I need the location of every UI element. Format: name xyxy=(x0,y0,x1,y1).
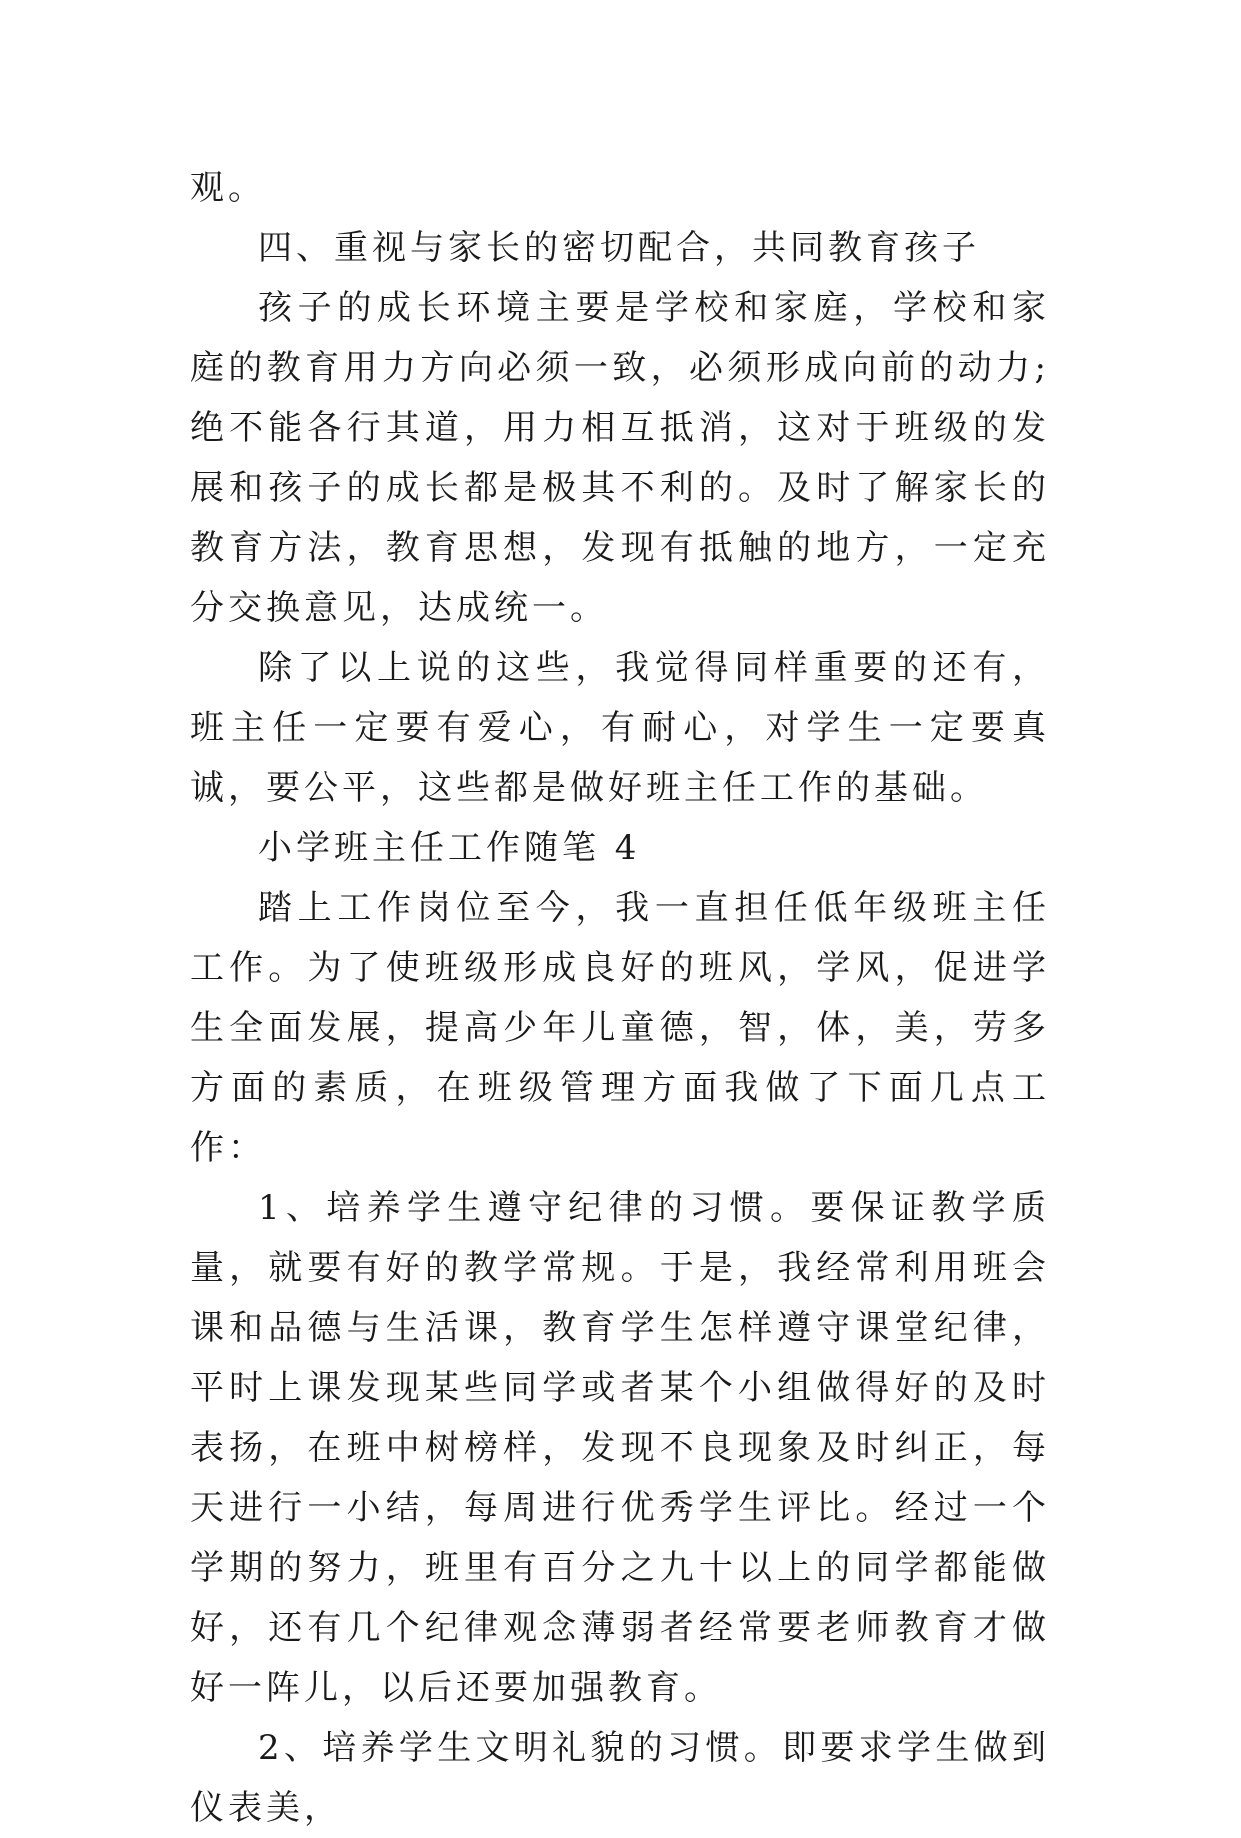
paragraph-discipline: 1、培养学生遵守纪律的习惯。要保证教学质量，就要有好的教学常规。于是，我经常利用班会课和品德与生活课，教育学生怎样遵守课堂纪律，平时上课发现某些同学或者某个小组做得好的及时表扬，在班中树榜样，发现不良现象及时纠正，每天进行一小结，每周进行优秀学生评比。经过一个学期的努力，班里有百分之九十以上的同学都能做好，还有几个纪律观念薄弱者经常要老师教育才做好一阵儿，以后还要加强教育。 xyxy=(190,1188,1050,1708)
paragraph-love-patience: 除了以上说的这些，我觉得同样重要的还有，班主任一定要有爱心，有耐心，对学生一定要真诚，要公平，这些都是做好班主任工作的基础。 xyxy=(190,648,1050,808)
paragraph-continuation: 观。 xyxy=(190,168,266,208)
essay-title-4: 小学班主任工作随笔 4 xyxy=(258,828,641,868)
section-heading-four: 四、重视与家长的密切配合，共同教育孩子 xyxy=(258,228,980,268)
paragraph-intro: 踏上工作岗位至今，我一直担任低年级班主任工作。为了使班级形成良好的班风，学风，促进学生全面发展，提高少年儿童德，智，体，美，劳多方面的素质，在班级管理方面我做了下面几点工作： xyxy=(190,888,1050,1168)
paragraph-courtesy: 2、培养学生文明礼貌的习惯。即要求学生做到仪表美， xyxy=(190,1728,1050,1828)
paragraph-home-school: 孩子的成长环境主要是学校和家庭，学校和家庭的教育用力方向必须一致，必须形成向前的动力;绝不能各行其道，用力相互抵消，这对于班级的发展和孩子的成长都是极其不利的。及时了解家长的教育方法，教育思想，发现有抵触的地方，一定充分交换意见，达成统一。 xyxy=(190,288,1050,628)
body-text xyxy=(190,158,1050,1838)
